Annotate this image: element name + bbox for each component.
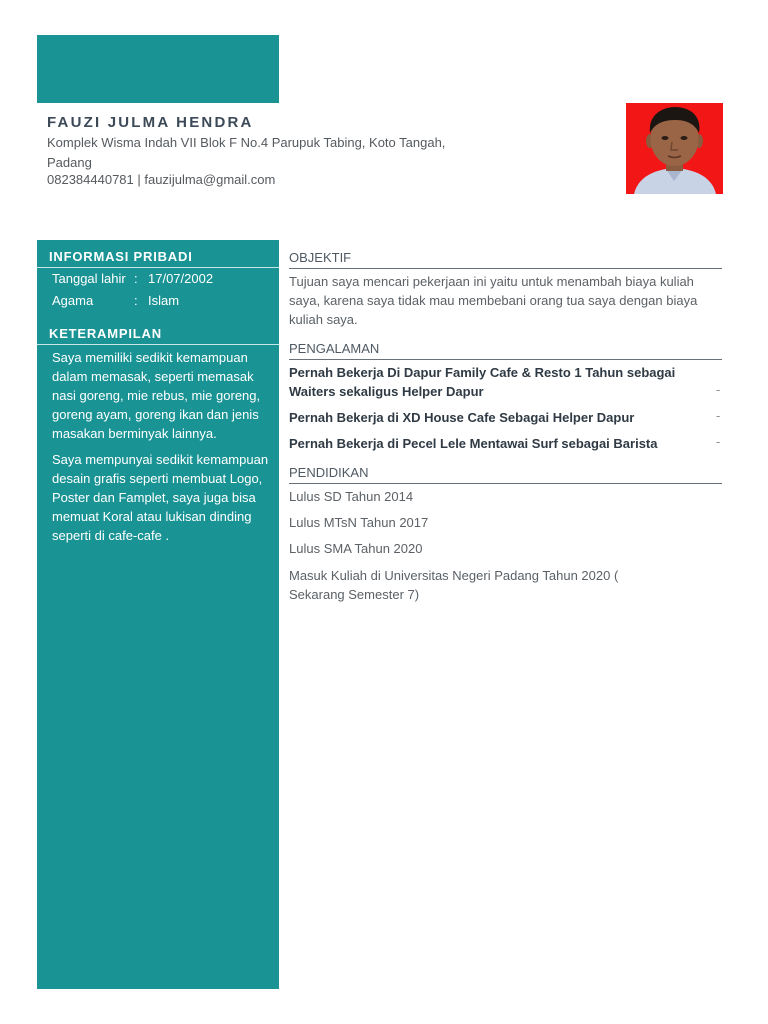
objective-text: Tujuan saya mencari pekerjaan ini yaitu untuk menambah biaya kuliah saya, karena saya tidak mau membebani orang tua saya dengan biaya kuliah saya. xyxy=(289,274,698,327)
experience-period: - xyxy=(716,408,721,423)
objective-heading: OBJEKTIF xyxy=(289,250,352,265)
education-heading: PENDIDIKAN xyxy=(289,465,369,480)
education-item: Lulus SMA Tahun 2020 xyxy=(289,541,423,556)
header-accent-block xyxy=(37,35,279,103)
info-label: Agama xyxy=(52,293,94,308)
profile-photo xyxy=(626,103,723,194)
personal-info-divider xyxy=(37,267,279,268)
education-item: Lulus SD Tahun 2014 xyxy=(289,489,414,504)
address: Komplek Wisma Indah VII Blok F No.4 Parupuk Tabing, Koto Tangah, Padang xyxy=(47,135,446,170)
skill-description: Saya mempunyai sedikit kemampuan desain grafis seperti membuat Logo, Poster dan Famplet, saya juga bisa memuat Koral atau lukisan dinding seperti di cafe-cafe . xyxy=(52,452,269,543)
info-separator: : xyxy=(134,293,138,308)
candidate-name: FAUZI JULMA HENDRA xyxy=(47,114,254,131)
experience-item: Pernah Bekerja di XD House Cafe Sebagai Helper Dapur xyxy=(289,410,635,425)
skills-heading: KETERAMPILAN xyxy=(49,326,162,341)
info-row-religion xyxy=(52,293,179,308)
info-value: 17/07/2002 xyxy=(148,271,214,286)
experience-item: Pernah Bekerja Di Dapur Family Cafe & Resto 1 Tahun sebagai Waiters sekaligus Helper Dapur xyxy=(289,365,676,399)
experience-period: - xyxy=(716,382,721,397)
info-label: Tanggal lahir xyxy=(52,271,126,286)
experience-item: Pernah Bekerja di Pecel Lele Mentawai Surf sebagai Barista xyxy=(289,436,658,451)
personal-info-heading: INFORMASI PRIBADI xyxy=(49,249,193,264)
education-item: Masuk Kuliah di Universitas Negeri Padang Tahun 2020 ( Sekarang Semester 7) xyxy=(289,568,619,602)
info-row-birthdate xyxy=(52,271,213,286)
experience-heading: PENGALAMAN xyxy=(289,341,380,356)
contact-info: 082384440781 | fauzijulma@gmail.com xyxy=(47,172,276,187)
education-item: Lulus MTsN Tahun 2017 xyxy=(289,515,429,530)
education-divider xyxy=(289,483,722,484)
objective-divider xyxy=(289,268,722,269)
skills-divider xyxy=(37,344,279,345)
portrait-image xyxy=(626,103,723,194)
info-value: Islam xyxy=(148,293,180,308)
info-separator: : xyxy=(134,271,138,286)
experience-period: - xyxy=(716,434,721,449)
experience-divider xyxy=(289,359,722,360)
skill-description: Saya memiliki sedikit kemampuan dalam memasak, seperti memasak nasi goreng, mie rebus, mie goreng, goreng ayam, goreng ikan dan jenis masakan berminyak lainnya. xyxy=(52,350,261,441)
